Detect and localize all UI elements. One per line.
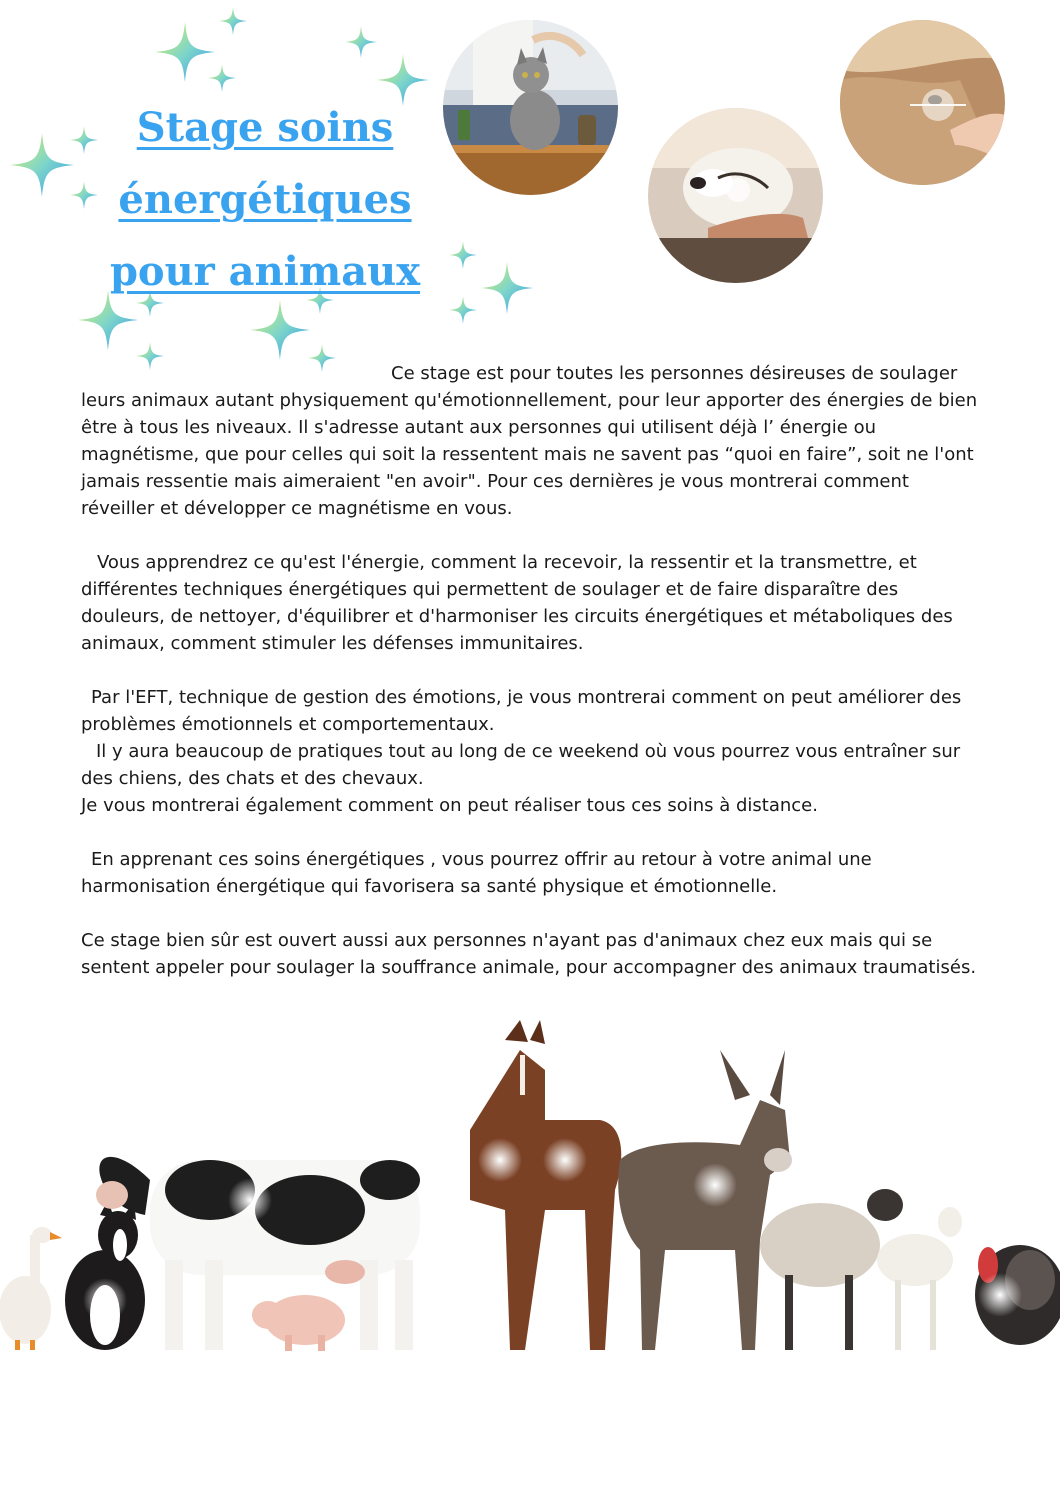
paragraph-intro-rest: leurs animaux autant physiquement qu'émotionnellement, pour leur apporter des énergies de bien être à tous les niveaux. Il s'adresse autant aux personnes qui utilisent déjà l’ énergie ou magnétisme, que pour celles qui soit la ressentent mais ne savent pas “quoi en faire”, soit ne l'ont jamais ressentie mais aimeraient "en avoir". Pour ces dernières je vous montrerai comment réveiller et développer ce magnétisme en vous. (81, 390, 978, 519)
horse-photo (840, 20, 1005, 185)
page-title[interactable] (95, 92, 435, 308)
dog-photo (648, 108, 823, 283)
dog-icon (65, 1200, 145, 1350)
cat-icon (443, 20, 618, 195)
title-line-2: énergétiques (118, 176, 412, 223)
paragraph-open: Ce stage bien sûr est ouvert aussi aux personnes n'ayant pas d'animaux chez eux mais qui se sentent appeler pour soulager la souffrance animale, pour accompagner des animaux traumatisés. (81, 930, 977, 978)
title-line-3: pour animaux (109, 248, 421, 295)
pig-icon (252, 1295, 345, 1351)
cat-photo (443, 20, 618, 195)
horse-icon (840, 20, 1005, 185)
paragraph-intro-first-line: Ce stage est pour toutes les personnes désireuses de soulager (391, 363, 958, 384)
goat-icon (877, 1207, 962, 1350)
paragraph-energy: Vous apprendrez ce qu'est l'énergie, comment la recevoir, la ressentir et la transmettre, et différentes techniques énergétiques qui permettent de soulager et de faire disparaître des douleurs, de nettoyer, d'équilibrer et d'harmoniser les circuits énergétiques et métaboliques des animaux, comment stimuler les défenses immunitaires. (81, 552, 953, 654)
description-text (81, 360, 981, 981)
paragraph-practice: Il y aura beaucoup de pratiques tout au long de ce weekend où vous pourrez vous entraîner sur des chiens, des chats et des chevaux. (81, 741, 961, 789)
title-line-1: Stage soins (136, 104, 394, 151)
paragraph-harmonisation: En apprenant ces soins énergétiques , vous pourrez offrir au retour à votre animal une harmonisation énergétique qui favorisera sa santé physique et émotionnelle. (81, 849, 872, 897)
goose-icon (0, 1227, 62, 1350)
animals-banner (0, 1010, 1060, 1390)
paragraph-intro (81, 360, 981, 522)
paragraph-eft: Par l'EFT, technique de gestion des émotions, je vous montrerai comment on peut améliorer des problèmes émotionnels et comportementaux. (81, 687, 962, 735)
dog-icon (648, 108, 823, 283)
paragraph-distance: Je vous montrerai également comment on peut réaliser tous ces soins à distance. (81, 795, 818, 816)
horse-icon (470, 1020, 621, 1350)
